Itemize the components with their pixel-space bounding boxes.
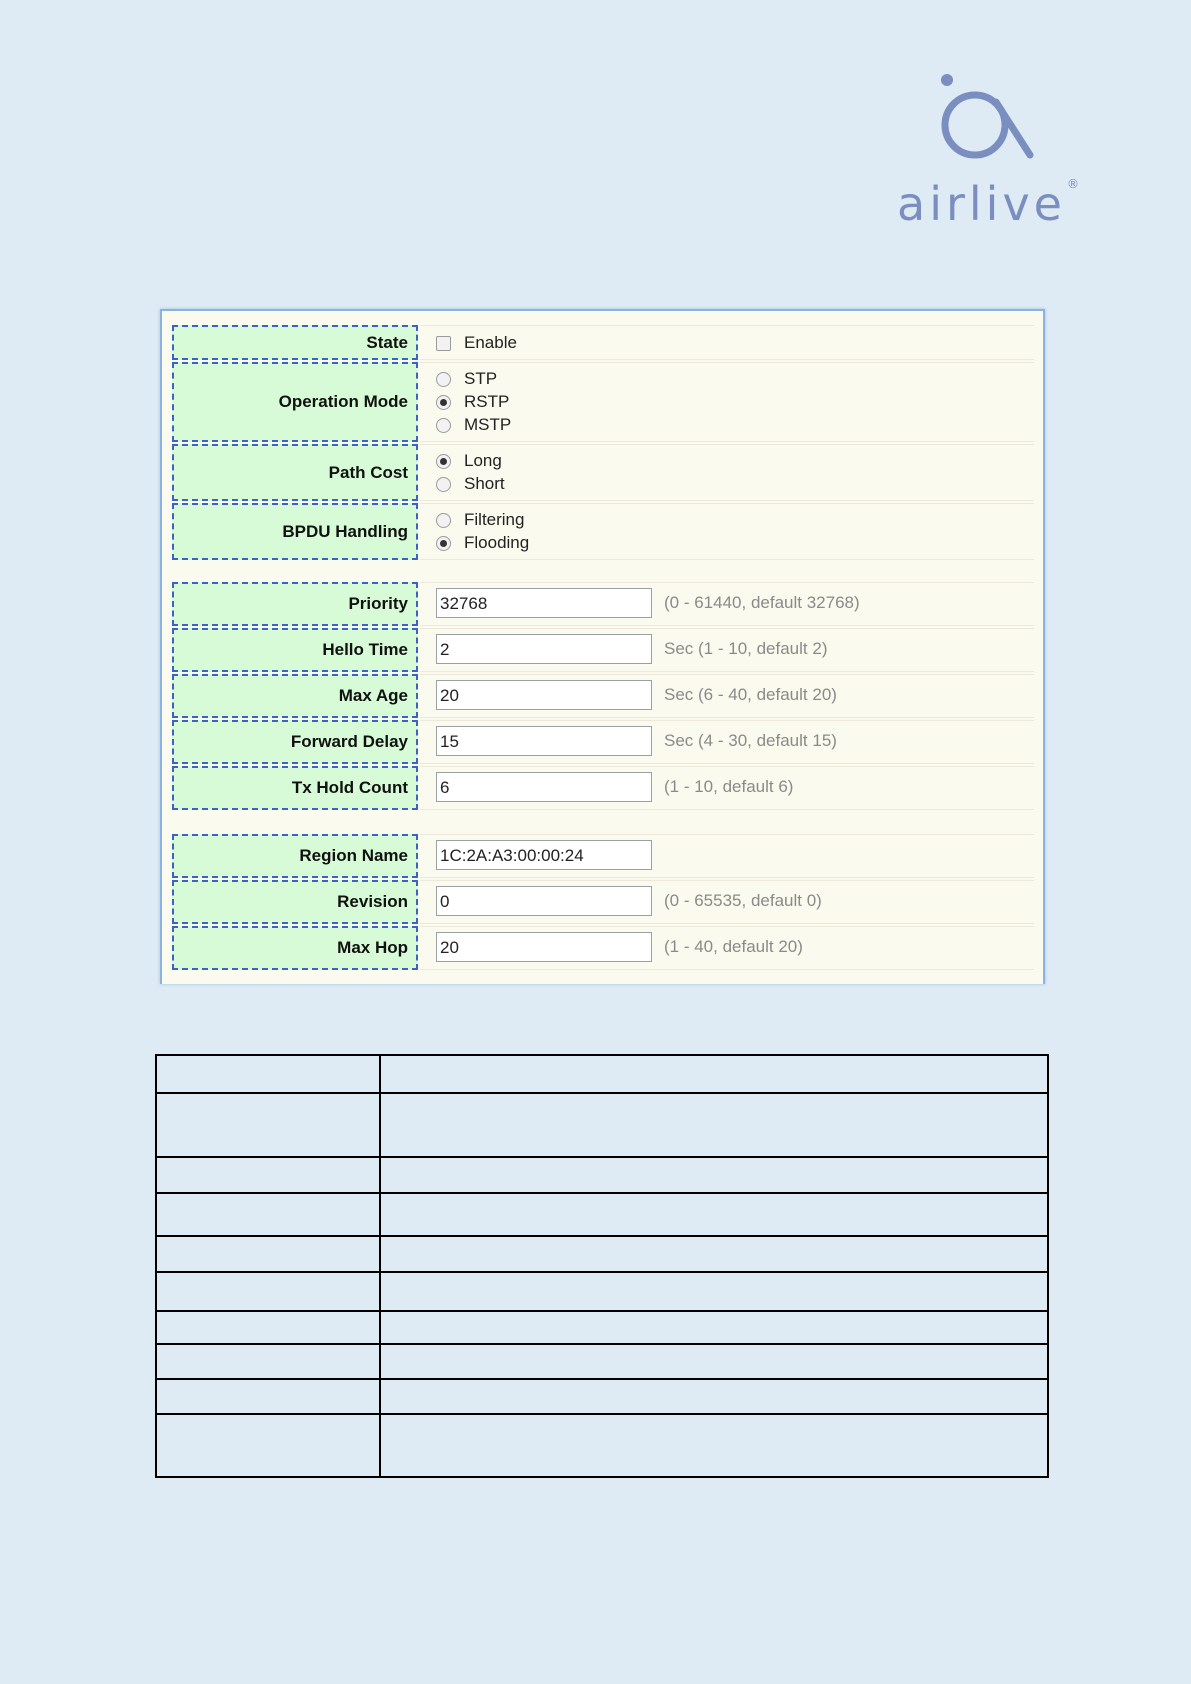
bpdu-handling-label: BPDU Handling: [172, 503, 418, 560]
description-table: [155, 1054, 1049, 1478]
bpdu-flooding-radio[interactable]: [436, 536, 451, 551]
region-name-row: [172, 834, 1034, 878]
revision-label: Revision: [172, 880, 418, 924]
bpdu-handling-row: [172, 503, 1034, 560]
bpdu-flooding-option[interactable]: [436, 532, 529, 554]
table-row: [156, 1379, 1048, 1414]
max-hop-label: Max Hop: [172, 926, 418, 970]
path-cost-long-option[interactable]: [436, 450, 502, 472]
table-row: [156, 1093, 1048, 1157]
airlive-wordmark: airlive: [897, 177, 1066, 230]
table-row: [156, 1157, 1048, 1193]
region-name-label: Region Name: [172, 834, 418, 878]
table-row: [156, 1311, 1048, 1344]
enable-label: Enable: [464, 333, 517, 352]
max-age-row: [172, 674, 1034, 718]
hello-time-hint: Sec (1 - 10, default 2): [664, 639, 828, 658]
mode-stp-option[interactable]: [436, 368, 497, 390]
priority-input[interactable]: 32768: [436, 588, 652, 618]
forward-delay-label: Forward Delay: [172, 720, 418, 764]
max-age-label: Max Age: [172, 674, 418, 718]
mode-stp-label: STP: [464, 369, 498, 388]
state-row: [172, 325, 1034, 360]
mode-stp-radio[interactable]: [436, 372, 451, 387]
path-cost-long-radio[interactable]: [436, 454, 451, 469]
path-cost-short-label: Short: [464, 474, 505, 493]
bpdu-filtering-option[interactable]: [436, 509, 524, 531]
hello-time-row: [172, 628, 1034, 672]
table-row: [156, 1414, 1048, 1477]
operation-mode-label: Operation Mode: [172, 362, 418, 442]
mode-mstp-radio[interactable]: [436, 418, 451, 433]
stp-settings-panel: [160, 309, 1045, 984]
operation-mode-row: [172, 362, 1034, 442]
tx-hold-count-input[interactable]: 6: [436, 772, 652, 802]
table-row: [156, 1344, 1048, 1379]
forward-delay-hint: Sec (4 - 30, default 15): [664, 731, 837, 750]
enable-checkbox[interactable]: [436, 336, 451, 351]
path-cost-row: [172, 444, 1034, 501]
forward-delay-row: [172, 720, 1034, 764]
path-cost-label: Path Cost: [172, 444, 418, 501]
max-hop-input[interactable]: 20: [436, 932, 652, 962]
path-cost-long-label: Long: [464, 451, 502, 470]
hello-time-input[interactable]: 2: [436, 634, 652, 664]
priority-hint: (0 - 61440, default 32768): [664, 593, 860, 612]
path-cost-short-radio[interactable]: [436, 477, 451, 492]
max-age-input[interactable]: 20: [436, 680, 652, 710]
max-age-hint: Sec (6 - 40, default 20): [664, 685, 837, 704]
revision-input[interactable]: 0: [436, 886, 652, 916]
revision-row: [172, 880, 1034, 924]
table-row: [156, 1236, 1048, 1272]
registered-mark: ®: [1067, 177, 1079, 191]
state-label: State: [172, 325, 418, 360]
table-row: [156, 1193, 1048, 1236]
airlive-logo: [895, 70, 1085, 230]
mode-mstp-label: MSTP: [464, 415, 512, 434]
region-name-input[interactable]: 1C:2A:A3:00:00:24: [436, 840, 652, 870]
tx-hold-count-label: Tx Hold Count: [172, 766, 418, 810]
hello-time-label: Hello Time: [172, 628, 418, 672]
mode-rstp-radio[interactable]: [436, 395, 451, 410]
path-cost-short-option[interactable]: [436, 473, 505, 495]
bpdu-filtering-radio[interactable]: [436, 513, 451, 528]
priority-label: Priority: [172, 582, 418, 626]
max-hop-hint: (1 - 40, default 20): [664, 937, 803, 956]
mode-mstp-option[interactable]: [436, 414, 511, 436]
forward-delay-input[interactable]: 15: [436, 726, 652, 756]
tx-hold-count-hint: (1 - 10, default 6): [664, 777, 794, 796]
revision-hint: (0 - 65535, default 0): [664, 891, 822, 910]
mode-rstp-option[interactable]: [436, 391, 509, 413]
state-enable-option[interactable]: [436, 332, 517, 354]
airlive-logo-mark: [895, 70, 1085, 230]
priority-row: [172, 582, 1034, 626]
bpdu-filtering-label: Filtering: [464, 510, 525, 529]
bpdu-flooding-label: Flooding: [464, 533, 530, 552]
table-row: [156, 1055, 1048, 1093]
tx-hold-count-row: [172, 766, 1034, 810]
mode-rstp-label: RSTP: [464, 392, 510, 411]
max-hop-row: [172, 926, 1034, 970]
table-row: [156, 1272, 1048, 1311]
